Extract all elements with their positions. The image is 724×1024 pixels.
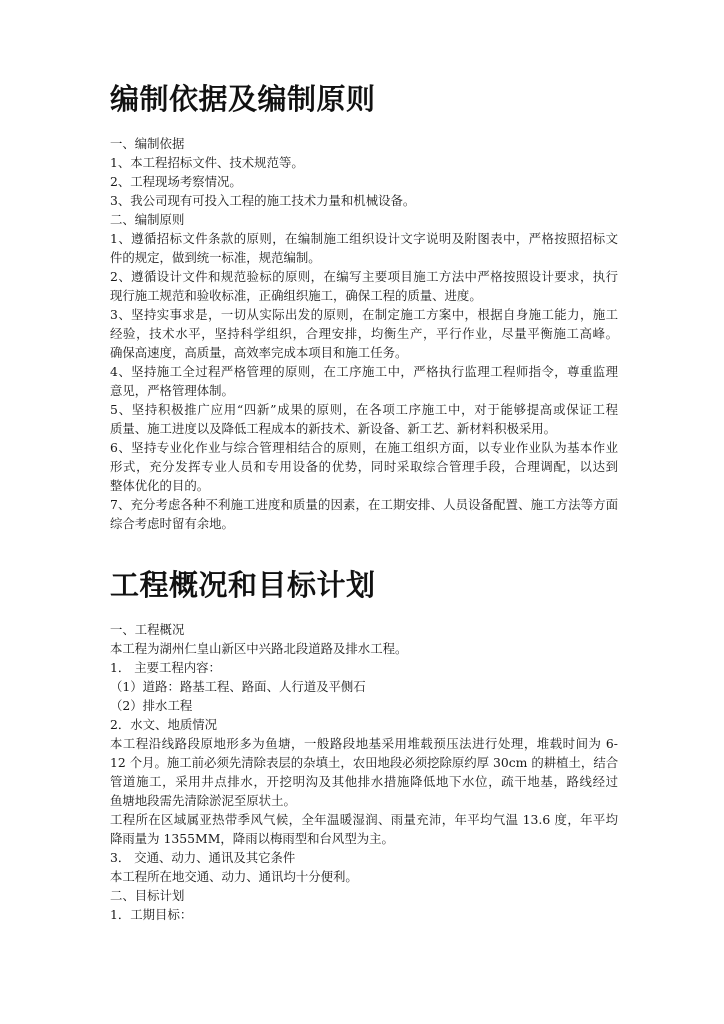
paragraph-line: 降雨量为 1355MM，降雨以梅雨型和台风型为主。 <box>110 831 394 846</box>
paragraph-line: 一、编制依据 <box>110 136 185 151</box>
paragraph-line: 质量、施工进度以及降低工程成本的新技术、新设备、新工艺、新材料积极采用。 <box>110 421 557 436</box>
paragraph-line: 本工程沿线路段原地形多为鱼塘，一般路段地基采用堆载预压法进行处理，堆载时间为 6- <box>110 736 618 751</box>
paragraph-line: （1）道路：路基工程、路面、人行道及平侧石 <box>110 679 366 694</box>
section-body-project-overview <box>110 620 618 924</box>
section-title-compilation-basis: 编制依据及编制原则 <box>110 82 376 116</box>
paragraph-line: 3、坚持实事求是，一切从实际出发的原则，在制定施工方案中，根据自身施工能力，施工 <box>110 307 618 322</box>
paragraph-line: 确保高速度，高质量，高效率完成本项目和施工任务。 <box>110 345 408 360</box>
paragraph-line: 现行施工规范和验收标准，正确组织施工，确保工程的质量、进度。 <box>110 288 482 303</box>
paragraph-line: 2．水文、地质情况 <box>110 717 218 732</box>
paragraph-line: 1、遵循招标文件条款的原则，在编制施工组织设计文字说明及附图表中，严格按照招标文 <box>110 231 618 246</box>
paragraph-line: 1、本工程招标文件、技术规范等。 <box>110 155 304 170</box>
paragraph-line: 工程所在区域属亚热带季风气候，全年温暖湿润、雨量充沛，年平均气温 13.6 度，年平均 <box>110 812 618 827</box>
section-body-compilation-basis <box>110 134 618 533</box>
paragraph-line: 3、我公司现有可投入工程的施工技术力量和机械设备。 <box>110 193 416 208</box>
paragraph-line: 4、坚持施工全过程严格管理的原则，在工序施工中，严格执行监理工程师指令，尊重监理 <box>110 364 618 379</box>
paragraph-line: 本工程为湖州仁皇山新区中兴路北段道路及排水工程。 <box>110 641 408 656</box>
paragraph-line: 二、目标计划 <box>110 888 185 903</box>
paragraph-line: 2、遵循设计文件和规范验标的原则，在编写主要项目施工方法中严格按照设计要求，执行 <box>110 269 618 284</box>
paragraph-line: 1．工期目标： <box>110 907 193 922</box>
paragraph-line: 7、充分考虑各种不利施工进度和质量的因素，在工期安排、人员设备配置、施工方法等方面 <box>110 497 618 512</box>
paragraph-line: 12 个月。施工前必须先清除表层的杂填土，农田地段必须挖除原约厚 30cm 的耕植土，结合 <box>110 755 618 770</box>
paragraph-line: 1． 主要工程内容： <box>110 660 221 675</box>
paragraph-line: 鱼塘地段需先清除淤泥至原状土。 <box>110 793 296 808</box>
paragraph-line: 意见，严格管理体制。 <box>110 383 234 398</box>
paragraph-line: 经验，技术水平，坚持科学组织，合理安排，均衡生产，平行作业，尽量平衡施工高峰。 <box>110 326 618 341</box>
paragraph-line: 一、工程概况 <box>110 622 185 637</box>
paragraph-line: 管道施工，采用井点排水，开挖明沟及其他排水措施降低地下水位，疏干地基，路线经过 <box>110 774 618 789</box>
section-title-project-overview: 工程概况和目标计划 <box>110 568 376 602</box>
paragraph-line: 形式，充分发挥专业人员和专用设备的优势，同时采取综合管理手段，合理调配，以达到 <box>110 459 618 474</box>
paragraph-line: 整体优化的目的。 <box>110 478 210 493</box>
paragraph-line: （2）排水工程 <box>110 698 193 713</box>
paragraph-line: 本工程所在地交通、动力、通讯均十分便利。 <box>110 869 358 884</box>
paragraph-line: 综合考虑时留有余地。 <box>110 516 234 531</box>
paragraph-line: 5、坚持积极推广应用“四新”成果的原则，在各项工序施工中，对于能够提高或保证工程 <box>110 402 618 417</box>
paragraph-line: 2、工程现场考察情况。 <box>110 174 242 189</box>
paragraph-line: 件的规定，做到统一标准，规范编制。 <box>110 250 321 265</box>
paragraph-line: 二、编制原则 <box>110 212 185 227</box>
paragraph-line: 6、坚持专业化作业与综合管理相结合的原则，在施工组织方面，以专业作业队为基本作业 <box>110 440 618 455</box>
paragraph-line: 3． 交通、动力、通讯及其它条件 <box>110 850 296 865</box>
